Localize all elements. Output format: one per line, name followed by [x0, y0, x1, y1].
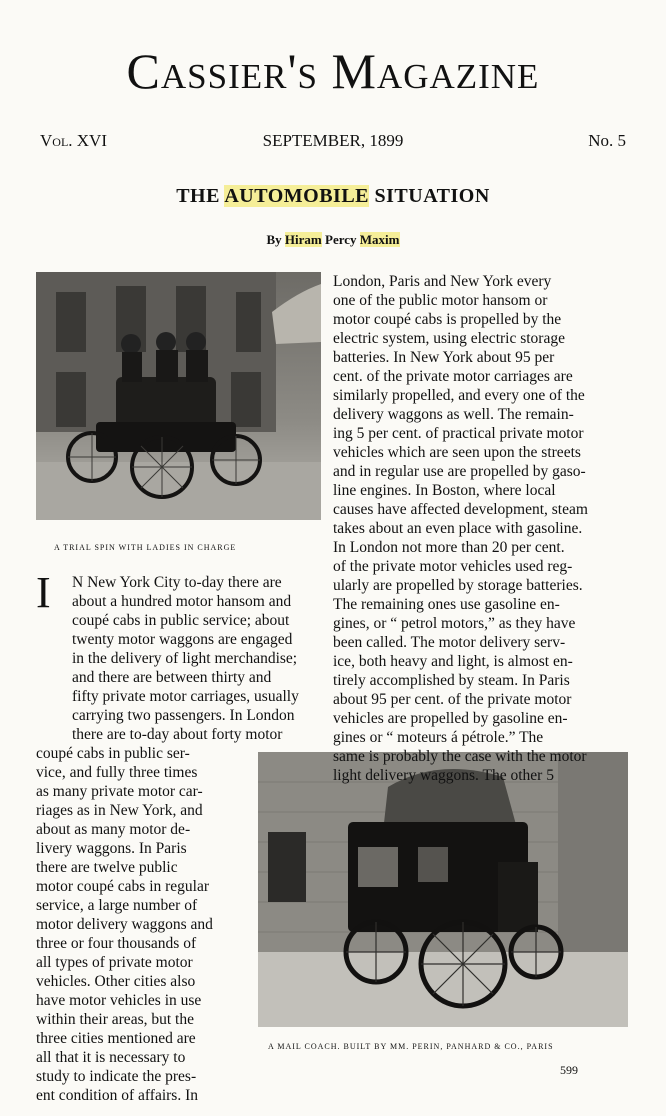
figure2-caption: A MAIL COACH. BUILT BY MM. PERIN, PANHARD & CO., PARIS: [268, 1042, 554, 1051]
trial-spin-photo: [36, 272, 321, 520]
text-line: about 95 per cent. of the private motor: [333, 691, 572, 708]
text-line: similarly propelled, and every one of the: [333, 387, 585, 404]
text-line: cent. of the private motor carriages are: [333, 368, 573, 385]
text-line: ice, both heavy and light, is almost en-: [333, 653, 573, 670]
text-line: In London not more than 20 per cent.: [333, 539, 565, 556]
text-line: vehicles. Other cities also: [36, 973, 196, 990]
text-line: line engines. In Boston, where local: [333, 482, 556, 499]
text-line: N New York City to-day there are: [72, 574, 282, 591]
text-line: all that it is necessary to: [36, 1049, 186, 1066]
byline-by: By: [266, 232, 285, 247]
text-line: there are to-day about forty motor: [72, 726, 283, 743]
magazine-masthead: Cassier's Magazine: [126, 43, 540, 99]
text-line: as many private motor car-: [36, 783, 203, 800]
text-line: electric system, using electric storage: [333, 330, 565, 347]
text-line: carrying two passengers. In London: [72, 707, 295, 724]
text-line: batteries. In New York about 95 per: [333, 349, 555, 366]
text-line: ing 5 per cent. of practical private motor: [333, 425, 584, 442]
volume-label: Vol. XVI: [40, 131, 107, 150]
author-last-name: Maxim: [359, 232, 400, 247]
text-line: within their areas, but the: [36, 1011, 194, 1028]
byline: [0, 232, 666, 248]
text-line: gines, or “ petrol motors,” as they have: [333, 615, 576, 632]
text-line: in the delivery of light merchandise;: [72, 650, 298, 667]
text-line: motor coupé cabs is propelled by the: [333, 311, 562, 328]
mail-coach-photo: [258, 752, 628, 1027]
text-line: three or four thousands of: [36, 935, 197, 952]
text-line: one of the public motor hansom or: [333, 292, 548, 309]
text-line: motor delivery waggons and: [36, 916, 213, 933]
text-line: gines or “ moteurs á pétrole.” The: [333, 729, 544, 746]
text-line: London, Paris and New York every: [333, 273, 552, 290]
text-line: and there are between thirty and: [72, 669, 272, 686]
text-line: and in regular use are propelled by gaso-: [333, 463, 586, 480]
figure1-caption: A TRIAL SPIN WITH LADIES IN CHARGE: [54, 543, 237, 552]
text-line: causes have affected development, steam: [333, 501, 588, 518]
title-part: THE: [176, 185, 225, 207]
text-line: been called. The motor delivery serv-: [333, 634, 566, 651]
issue-date: SEPTEMBER, 1899: [262, 131, 404, 150]
text-line: fifty private motor carriages, usually: [72, 688, 299, 705]
text-line: vehicles are propelled by gasoline en-: [333, 710, 568, 727]
text-line: ent condition of affairs. In: [36, 1087, 198, 1104]
drop-cap: I: [36, 568, 51, 617]
text-line: riages as in New York, and: [36, 802, 203, 819]
text-line: same is probably the case with the motor: [333, 748, 587, 765]
text-line: three cities mentioned are: [36, 1030, 196, 1047]
text-line: light delivery waggons. The other 5: [333, 767, 554, 784]
text-line: livery waggons. In Paris: [36, 840, 187, 857]
text-line: coupé cabs in public service; about: [72, 612, 290, 629]
title-part: SITUATION: [369, 185, 490, 207]
text-line: all types of private motor: [36, 954, 193, 971]
title-highlight: AUTOMOBILE: [224, 185, 370, 207]
article-title: [0, 185, 666, 208]
text-line: coupé cabs in public ser-: [36, 745, 190, 762]
text-line: twenty motor waggons are engaged: [72, 631, 293, 648]
text-line: The remaining ones use gasoline en-: [333, 596, 560, 613]
text-line: ularly are propelled by storage batteries.: [333, 577, 583, 594]
text-line: takes about an even place with gasoline.: [333, 520, 583, 537]
text-line: about as many motor de-: [36, 821, 191, 838]
text-line: service, a large number of: [36, 897, 198, 914]
text-line: have motor vehicles in use: [36, 992, 202, 1009]
text-line: study to indicate the pres-: [36, 1068, 197, 1085]
text-line: vehicles which are seen upon the streets: [333, 444, 581, 461]
issue-number: No. 5: [588, 131, 626, 150]
text-line: tirely accomplished by steam. In Paris: [333, 672, 570, 689]
text-line: about a hundred motor hansom and: [72, 593, 292, 610]
page-number: 599: [560, 1063, 578, 1077]
text-line: there are twelve public: [36, 859, 178, 876]
text-line: delivery waggons as well. The remain-: [333, 406, 574, 423]
author-middle-name: Percy: [321, 232, 360, 247]
author-first-name: Hiram: [284, 232, 322, 247]
text-line: of the private motor vehicles used reg-: [333, 558, 573, 575]
text-line: vice, and fully three times: [36, 764, 198, 781]
text-line: motor coupé cabs in regular: [36, 878, 210, 895]
